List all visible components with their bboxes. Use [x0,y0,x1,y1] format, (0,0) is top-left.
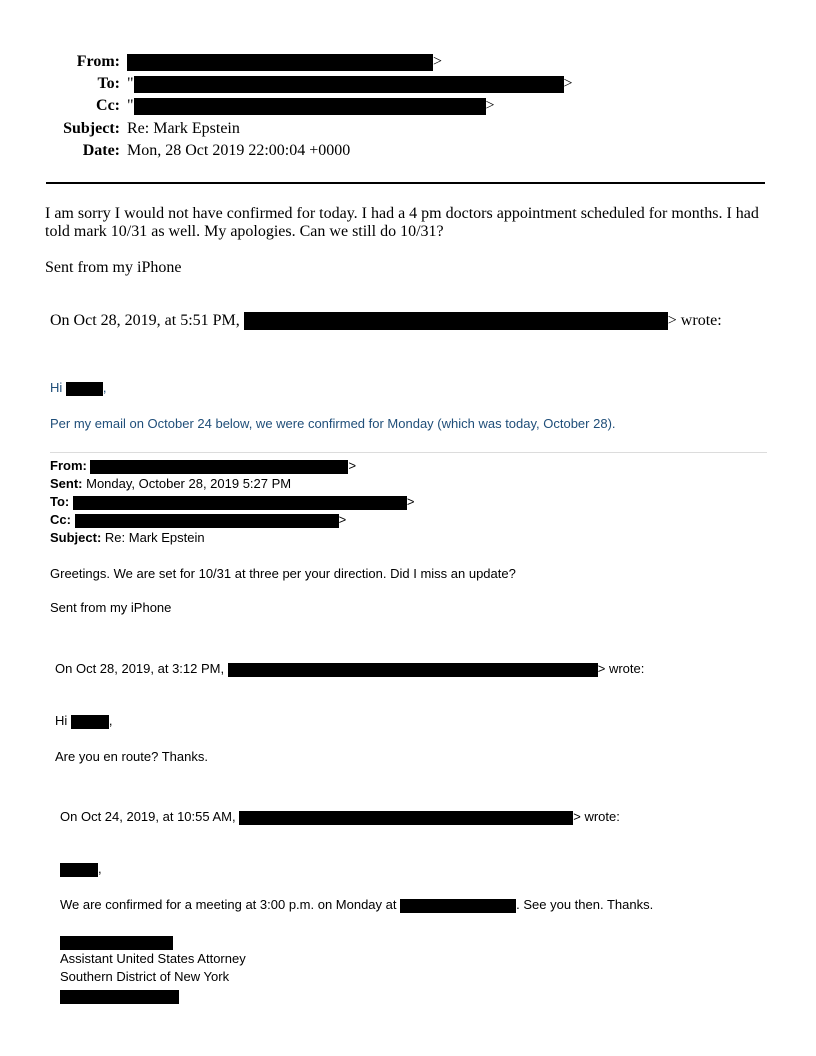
quote2-greeting-comma: , [108,713,113,728]
forward-sent-label: Sent: [50,476,83,491]
forward-sent-row [50,476,291,491]
header-subject: Re: Mark Epstein [127,120,240,137]
forward-to-suffix: > [406,494,415,509]
quote3-body-line [60,897,653,913]
redacted-block [244,312,668,330]
forward-signature: Sent from my iPhone [50,600,172,615]
header-from-label: From: [76,53,120,70]
quote3-body-before: We are confirmed for a meeting at 3:00 p.m. on Monday at [60,897,397,912]
header-to-prefix: " [127,75,134,92]
quote2-greeting-line [55,713,113,729]
quote1-intro-line [50,312,722,330]
signature-title: Assistant United States Attorney [60,951,246,966]
quote1-body: Per my email on October 24 below, we were confirmed for Monday (which was today, October 28). [50,416,616,431]
header-subject-label: Subject: [63,120,120,137]
quote2-intro-line [55,661,644,677]
signature-office: Southern District of New York [60,969,230,984]
forward-cc-label: Cc: [50,512,71,527]
quote3-greeting-comma: , [98,861,102,876]
header-from-row [0,53,442,71]
redacted-block [75,514,339,528]
message-signature: Sent from my iPhone [45,259,182,276]
redacted-block [134,76,564,93]
forward-from-label: From: [50,458,87,473]
quote3-wrote: > wrote: [573,809,620,824]
redacted-block [71,715,109,729]
header-to-row [0,75,573,93]
redacted-block [400,899,516,913]
message-body-line1: I am sorry I would not have confirmed for today. I had a 4 pm doctors appointment scheduled for months. I had [45,205,759,222]
header-date-row [0,142,350,160]
header-date: Mon, 28 Oct 2019 22:00:04 +0000 [127,142,351,159]
forward-sent: Monday, October 28, 2019 5:27 PM [86,476,292,491]
forward-subject: Re: Mark Epstein [104,530,205,545]
redacted-block [60,863,98,877]
quote2-intro: On Oct 28, 2019, at 3:12 PM, [55,661,225,676]
redacted-block [60,990,179,1004]
quote1-greeting-comma: , [102,380,107,395]
redacted-block [127,54,433,71]
redacted-block [134,98,486,115]
forward-cc-row [50,512,346,528]
quote2-wrote: > wrote: [597,661,645,676]
header-cc-label: Cc: [96,97,120,114]
redacted-block [66,382,103,396]
quote3-body-after: . See you then. Thanks. [516,897,654,912]
signature-contact-redacted [60,988,179,1006]
forward-cc-suffix: > [338,512,347,527]
header-cc-suffix: > [485,97,495,114]
forward-subject-label: Subject: [50,530,102,545]
quote3-intro-line [60,809,620,825]
redacted-block [239,811,573,825]
forward-from-row [50,458,356,474]
forward-to-label: To: [50,494,70,509]
quote1-intro: On Oct 28, 2019, at 5:51 PM, [50,312,240,329]
header-cc-prefix: " [127,97,134,114]
forward-divider [50,452,767,453]
redacted-block [90,460,348,474]
forward-body: Greetings. We are set for 10/31 at three per your direction. Did I miss an update? [50,566,516,581]
header-from-suffix: > [433,53,443,70]
quote3-greeting-line [60,861,102,877]
redacted-block [60,936,173,950]
header-cc-row [0,97,495,115]
forward-from-suffix: > [348,458,357,473]
header-subject-row [0,120,240,138]
redacted-block [228,663,598,677]
signature-name-redacted [60,934,173,952]
quote2-body: Are you en route? Thanks. [55,749,208,764]
quote1-wrote: > wrote: [667,312,722,329]
forward-subject-row [50,530,205,545]
quote3-intro: On Oct 24, 2019, at 10:55 AM, [60,809,236,824]
header-to-label: To: [97,75,120,92]
message-body-line2: told mark 10/31 as well. My apologies. Can we still do 10/31? [45,223,444,240]
redacted-block [73,496,407,510]
quote1-greeting-line [50,380,107,396]
header-divider [46,182,765,184]
header-to-suffix: > [563,75,573,92]
header-date-label: Date: [82,142,120,159]
quote1-greeting: Hi [50,380,63,395]
forward-to-row [50,494,414,510]
quote2-greeting: Hi [55,713,68,728]
